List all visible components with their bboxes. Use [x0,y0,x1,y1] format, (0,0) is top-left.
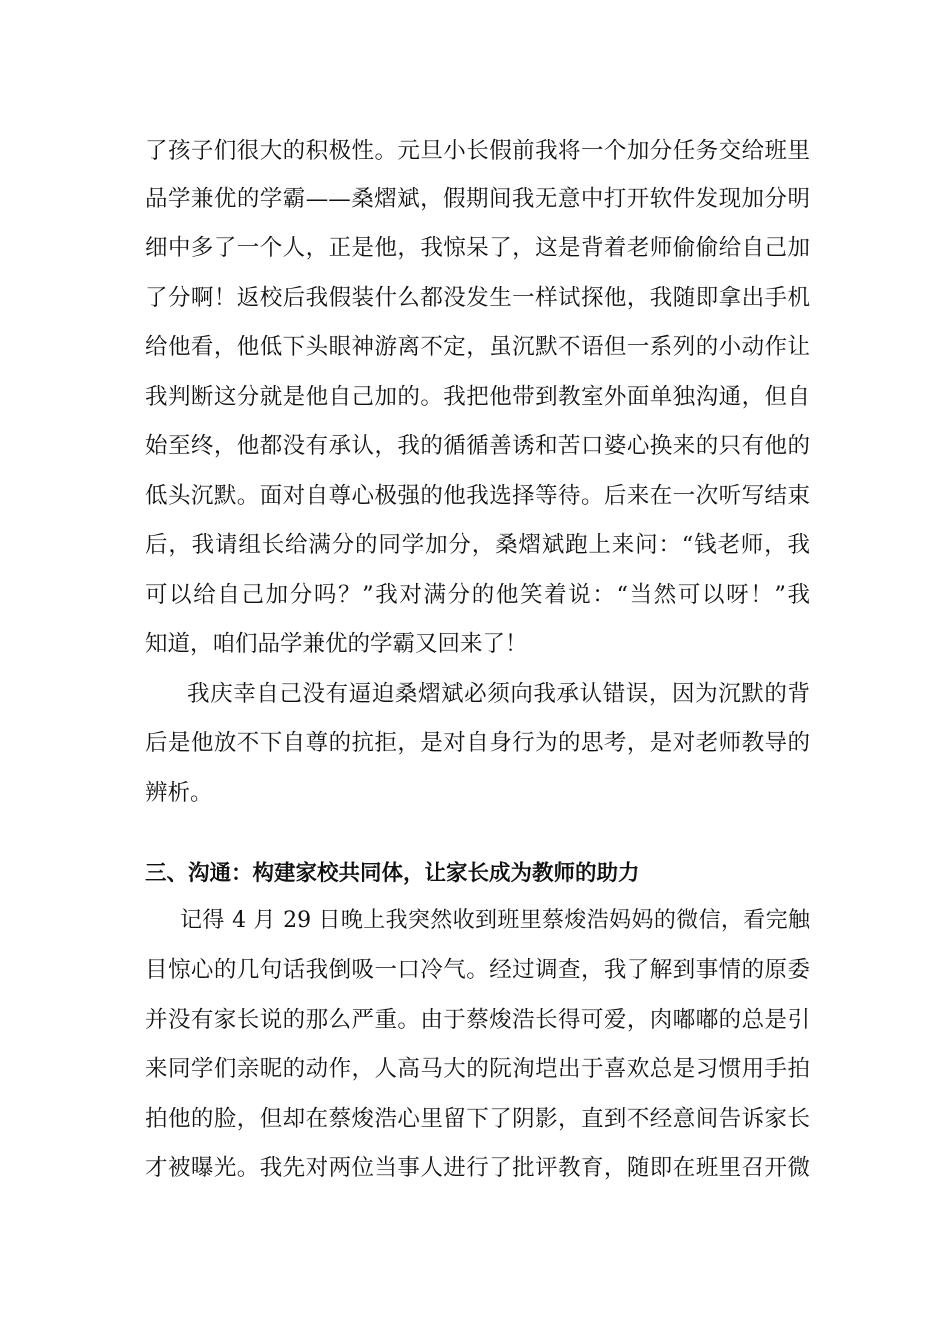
paragraph-1-line-10: 可以给自己加分吗？”我对满分的他笑着说：“当然可以呀！”我 [145,582,810,608]
paragraph-3-line-6: 才被曝光。我先对两位当事人进行了批评教育，随即在班里召开微 [145,1155,810,1181]
paragraph-2-line-3: 辨析。 [145,780,213,806]
paragraph-3-line-4: 来同学们亲昵的动作，人高马大的阮洵垲出于喜欢总是习惯用手拍 [145,1056,810,1082]
paragraph-2-line-1: 我庆幸自己没有逼迫桑熠斌必须向我承认错误，因为沉默的背 [187,681,810,707]
paragraph-1-line-2: 品学兼优的学霸——桑熠斌，假期间我无意中打开软件发现加分明 [145,186,810,212]
paragraph-1-line-8: 低头沉默。面对自尊心极强的他我选择等待。后来在一次听写结束 [145,483,810,509]
paragraph-1-line-6: 我判断这分就是他自己加的。我把他带到教室外面单独沟通，但自 [145,384,810,410]
paragraph-1-line-5: 给他看，他低下头眼神游离不定，虽沉默不语但一系列的小动作让 [145,334,810,360]
paragraph-2-line-2: 后是他放不下自尊的抗拒，是对自身行为的思考，是对老师教导的 [145,730,810,756]
paragraph-1-line-7: 始至终，他都没有承认，我的循循善诱和苦口婆心换来的只有他的 [145,433,810,459]
paragraph-1-line-11: 知道，咱们品学兼优的学霸又回来了！ [145,631,528,657]
paragraph-3-line-1: 记得 4 月 29 日晚上我突然收到班里蔡焌浩妈妈的微信，看完触 [180,908,810,933]
paragraph-1-line-9: 后，我请组长给满分的同学加分，桑熠斌跑上来问：“钱老师，我 [145,532,810,558]
paragraph-3-line-5: 拍他的脸，但却在蔡焌浩心里留下了阴影，直到不经意间告诉家长 [145,1106,810,1132]
section-3-heading: 三、沟通：构建家校共同体，让家长成为教师的助力 [145,861,640,886]
paragraph-1-line-3: 细中多了一个人，正是他，我惊呆了，这是背着老师偷偷给自己加 [145,235,810,261]
paragraph-3-line-2: 目惊心的几句话我倒吸一口冷气。经过调查，我了解到事情的原委 [145,957,810,983]
paragraph-1-line-4: 了分啊！返校后我假装什么都没发生一样试探他，我随即拿出手机 [145,285,810,311]
paragraph-1-line-1: 了孩子们很大的积极性。元旦小长假前我将一个加分任务交给班里 [145,138,810,164]
paragraph-3-line-3: 并没有家长说的那么严重。由于蔡焌浩长得可爱，肉嘟嘟的总是引 [145,1007,810,1033]
